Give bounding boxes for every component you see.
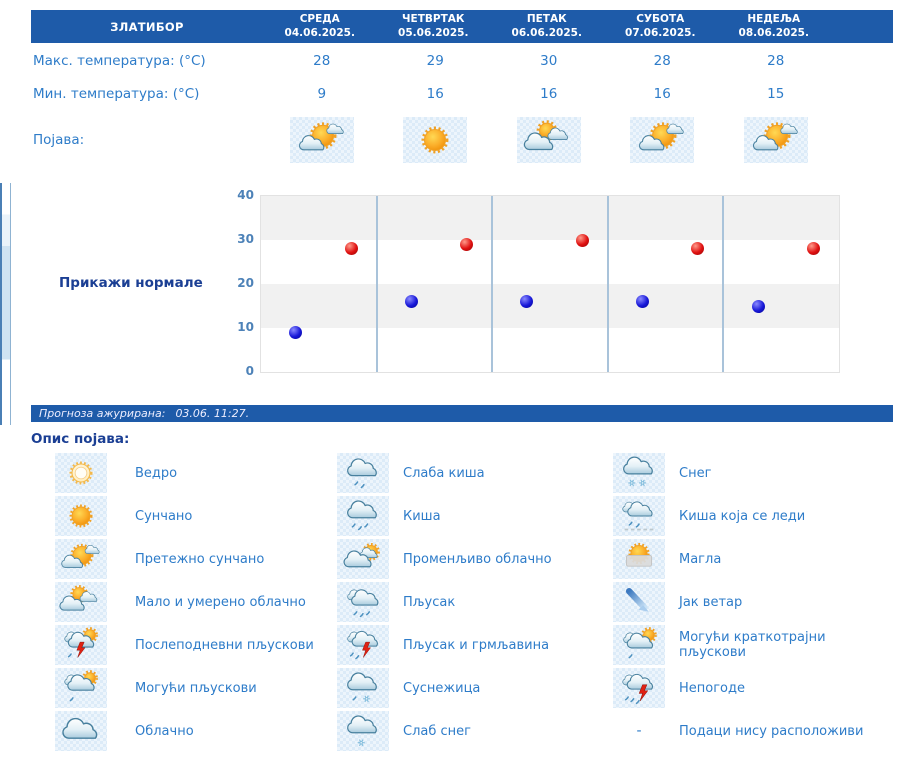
cloudy-icon [58,713,104,749]
phenomenon-cell [606,117,720,163]
storms-icon [616,670,662,706]
temperature-chart [31,183,893,395]
legend-icon-cell [613,625,665,665]
partly-cloudy-icon [58,584,104,620]
light-snow-icon [340,713,386,749]
max-temp-values [265,53,833,69]
legend-item-label: Снег [679,465,712,481]
legend-item-label: Магла [679,551,722,567]
light-rain-icon [340,455,386,491]
legend-icon-cell [337,582,389,622]
afternoon-showers-icon [58,627,104,663]
legend-icon-cell [613,539,665,579]
day-header: СУБОТА 07.06.2025. [625,13,696,40]
show-normals-button[interactable]: Прикажи нормале [59,275,203,291]
legend-icon-cell [613,668,665,708]
max-temp-label: Макс. температура: (°C) [33,52,206,69]
max-temp-value: 28 [767,52,785,69]
legend-item-label: Могући краткотрајни пљускови [679,630,826,660]
fog-icon [616,541,662,577]
legend-item-label: Киша [403,508,441,524]
legend-item-label: Мало и умерено облачно [135,594,306,610]
legend-item-label: Сунчано [135,508,193,524]
mostly-sunny-icon [58,541,104,577]
max-temp-dot [576,234,589,247]
max-temp-value: 29 [426,52,444,69]
legend-item-label: Пљусак и грмљавина [403,637,550,653]
legend-item-label: Суснежица [403,680,481,696]
min-temp-value: 15 [767,85,785,102]
legend-icon-cell [337,711,389,751]
min-temp-value: 16 [653,85,671,102]
min-temp-values [265,86,833,102]
variable-cloudy-icon [340,541,386,577]
phenomenon-cell [719,117,833,163]
max-temp-dot [807,242,820,255]
day-header: ПЕТАК 06.06.2025. [511,13,582,40]
max-temp-value: 28 [313,52,331,69]
min-temp-label: Мин. температура: (°C) [33,85,200,102]
phenomenon-cell [265,117,379,163]
sleet-icon [340,670,386,706]
legend-icon-cell [613,496,665,536]
legend-icon-cell [613,582,665,622]
min-temp-dot [636,295,649,308]
phenomena-row [31,113,893,167]
legend-item-label: Слаба киша [403,465,485,481]
legend-icon-cell [337,625,389,665]
updated-time: 03.06. 11:27. [175,407,250,420]
mostly-sunny-icon [633,119,691,161]
legend-icon-cell [55,539,107,579]
min-temp-value: 16 [426,85,444,102]
legend-icon-cell [337,496,389,536]
forecast-table-header [31,10,893,43]
day-headers [263,13,831,39]
legend-item-label: Облачно [135,723,194,739]
day-header: ЧЕТВРТАК 05.06.2025. [398,13,469,40]
max-temp-dot [460,238,473,251]
legend-item-label: Претежно сунчано [135,551,265,567]
no-data-dash: - [636,723,642,739]
freezing-rain-icon [616,498,662,534]
updated-label: Прогноза ажурирана: [39,407,166,420]
rain-icon [340,498,386,534]
y-axis-tick: 0 [245,364,254,378]
day-header: НЕДЕЉА 08.06.2025. [738,13,809,40]
sunny-icon [58,498,104,534]
min-temp-row [31,78,893,109]
day-separator [722,196,724,372]
left-edge-panel-fragment [0,183,11,425]
mostly-sunny-icon [747,119,805,161]
forecast-updated-bar [31,405,893,422]
y-axis-tick: 40 [237,188,254,202]
max-temp-row [31,45,893,76]
clear-icon [58,455,104,491]
min-temp-dot [752,300,765,313]
phenomenon-cell [492,117,606,163]
legend-item-label: Ведро [135,465,178,481]
day-header: СРЕДА 04.06.2025. [284,13,355,40]
max-temp-value: 30 [540,52,558,69]
shower-thunder-icon [340,627,386,663]
day-separator [607,196,609,372]
legend-icon-cell [55,668,107,708]
legend-icon-cell [337,668,389,708]
min-temp-dot [405,295,418,308]
legend-item-label: Послеподневни пљускови [135,637,314,653]
station-name: ЗЛАТИБОР [110,19,184,34]
y-axis-tick: 30 [237,232,254,246]
sunny-icon [406,119,464,161]
legend-item-label: Непогоде [679,680,745,696]
legend-item-label: Пљусак [403,594,456,610]
legend-item-label: Јак ветар [679,594,743,610]
forecast-page [31,10,893,751]
legend-item-label: Могући пљускови [135,680,257,696]
possible-showers-icon [58,670,104,706]
chart-band [261,196,839,240]
strong-wind-icon [616,584,662,620]
legend-icon-cell [337,453,389,493]
chart-plot-area [260,195,840,373]
phenomena-label: Појава: [33,132,85,148]
min-temp-value: 9 [317,85,327,102]
min-temp-dot [289,326,302,339]
mostly-sunny-icon [293,119,351,161]
legend-icon-cell [55,625,107,665]
day-separator [491,196,493,372]
min-temp-value: 16 [540,85,558,102]
max-temp-value: 28 [653,52,671,69]
legend-item-label: Слаб снег [403,723,471,739]
legend-icon-cell [337,539,389,579]
legend-item-label: Подаци нису расположиви [679,723,864,739]
y-axis-tick: 10 [237,320,254,334]
legend-icon-cell [55,496,107,536]
shower-icon [340,584,386,620]
phenomena-icons [265,117,833,163]
legend-icon-cell [55,711,107,751]
snow-icon [616,455,662,491]
legend-title: Опис појава: [31,431,130,447]
y-axis-tick: 20 [237,276,254,290]
legend-item-label: Променљиво облачно [403,551,552,567]
day-separator [376,196,378,372]
max-temp-dot [691,242,704,255]
partly-cloudy-icon [520,119,578,161]
phenomenon-cell [379,117,493,163]
legend-icon-cell [613,453,665,493]
possible-short-showers-icon [616,627,662,663]
max-temp-dot [345,242,358,255]
legend-icon-cell [55,582,107,622]
legend-grid [55,453,893,751]
legend-item-label: Киша која се леди [679,508,806,524]
legend-icon-cell [55,453,107,493]
